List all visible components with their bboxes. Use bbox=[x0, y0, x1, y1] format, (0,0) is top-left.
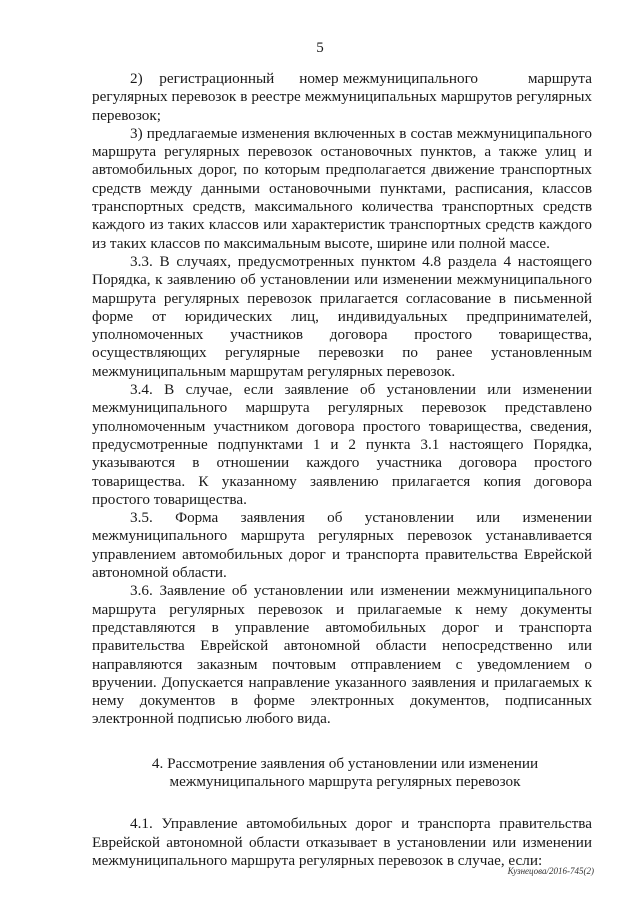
paragraph-3-3: 3.3. В случаях, предусмотренных пунктом 4.8 раздела 4 настоящего Порядка, к заявлению об установлении или изменении межмуниципального маршрута регулярных перевозок прилагается согласование в письменной форме от юридических лиц, индивидуальных предпринимателей, уполномоченных участников договора простого товарищества, осуществляющих регулярные перевозки по ранее установленным межмуниципальным маршрутам регулярных перевозок. bbox=[92, 252, 592, 380]
paragraph-3-5: 3.5. Форма заявления об установлении или изменении межмуниципального маршрута регулярных перевозок устанавливается управлением автомобильных дорог и транспорта правительства Еврейской автономной области. bbox=[92, 509, 592, 582]
paragraph-item-2: 2) регистрационный номер межмуниципального маршрута регулярных перевозок в реестре межмуниципальных маршрутов регулярных перевозок; bbox=[92, 70, 592, 124]
paragraph-3-6: 3.6. Заявление об установлении или изменении межмуниципального маршрута регулярных перевозок и прилагаемые к нему документы представляются в управление автомобильных дорог и транспорта правительства Еврейской автономной области непосредственно или направляются заказным почтовым отправлением с уведомлением о вручении. Допускается направление указанного заявления и прилагаемых к нему документов в форме электронных документов, подписанных электронной подписью любого вида. bbox=[92, 582, 592, 728]
document-body bbox=[92, 70, 592, 870]
paragraph-item-3: 3) предлагаемые изменения включенных в состав межмуниципального маршрута регулярных перевозок остановочных пунктов, а также улиц и автомобильных дорог, по которым предполагается движение транспортных средств между данными остановочными пунктами, расписания, классов транспортных средств, максимального количества транспортных средств каждого из таких классов или характеристик транспортных средств каждого из таких классов по максимальным высоте, ширине или полной массе. bbox=[92, 124, 592, 252]
paragraph-3-4: 3.4. В случае, если заявление об установлении или изменении межмуниципального маршрута регулярных перевозок представлено уполномоченным участником договора простого товарищества, сведения, предусмотренные подпунктами 1 и 2 пункта 3.1 настоящего Порядка, указываются в отношении каждого участника договора простого товарищества. К указанному заявлению прилагается копия договора простого товарищества. bbox=[92, 381, 592, 508]
footer-document-code: Кузнецова/2016-745(2) bbox=[507, 866, 594, 876]
section-heading-line-1: 4. Рассмотрение заявления об установлении или изменении bbox=[151, 754, 539, 772]
section-heading bbox=[92, 755, 592, 792]
page-number: 5 bbox=[316, 40, 324, 56]
section-heading-line-2: межмуниципального маршрута регулярных перевозок bbox=[169, 772, 521, 790]
paragraph-4-1: 4.1. Управление автомобильных дорог и транспорта правительства Еврейской автономной области отказывает в установлении или изменении межмуниципального маршрута регулярных перевозок в случае, если: bbox=[92, 815, 592, 869]
